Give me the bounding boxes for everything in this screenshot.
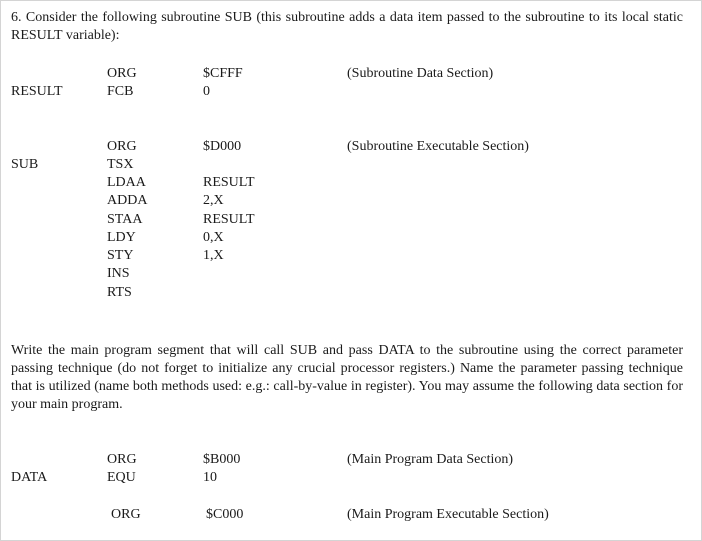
question-intro: 6. Consider the following subroutine SUB (this subroutine adds a data item passed to the subroutine to its local static RESULT variable): xyxy=(11,10,683,43)
asm-opcode: FCB xyxy=(107,84,134,99)
asm-operand: RESULT xyxy=(203,175,255,190)
asm-operand: 0 xyxy=(203,84,210,99)
asm-operand: RESULT xyxy=(203,212,255,227)
asm-opcode: STY xyxy=(107,248,134,263)
asm-operand: $D000 xyxy=(203,139,242,154)
asm-opcode: ORG xyxy=(107,452,137,467)
asm-opcode: STAA xyxy=(107,212,143,227)
asm-label: DATA xyxy=(11,470,48,485)
section-comment: (Main Program Executable Section) xyxy=(347,507,549,522)
asm-opcode: ORG xyxy=(111,507,141,522)
asm-opcode: ORG xyxy=(107,139,137,154)
asm-operand: 1,X xyxy=(203,248,224,263)
section-comment: (Subroutine Executable Section) xyxy=(347,139,529,154)
asm-operand: $B000 xyxy=(203,452,241,467)
asm-opcode: LDY xyxy=(107,230,136,245)
section-comment: (Main Program Data Section) xyxy=(347,452,514,467)
asm-operand: 2,X xyxy=(203,193,224,208)
asm-opcode: LDAA xyxy=(107,175,146,190)
asm-operand: 0,X xyxy=(203,230,224,245)
asm-operand: $C000 xyxy=(206,507,244,522)
asm-opcode: TSX xyxy=(107,157,134,172)
asm-opcode: EQU xyxy=(107,470,136,485)
asm-opcode: RTS xyxy=(107,285,132,300)
asm-opcode: ORG xyxy=(107,66,137,81)
question-instructions: Write the main program segment that will call SUB and pass DATA to the subroutine using the correct parameter passing technique (do not forget to initialize any crucial processor registers.) Name the parameter passing technique that is utilized (name both methods used: e.g.: call-by-value in register). You may assume the following data section for your main program. xyxy=(11,343,683,412)
asm-opcode: ADDA xyxy=(107,193,148,208)
asm-label: SUB xyxy=(11,157,39,172)
section-comment: (Subroutine Data Section) xyxy=(347,66,494,81)
asm-opcode: INS xyxy=(107,266,130,281)
asm-label: RESULT xyxy=(11,84,63,99)
asm-operand: $CFFF xyxy=(203,66,243,81)
asm-operand: 10 xyxy=(203,470,217,485)
